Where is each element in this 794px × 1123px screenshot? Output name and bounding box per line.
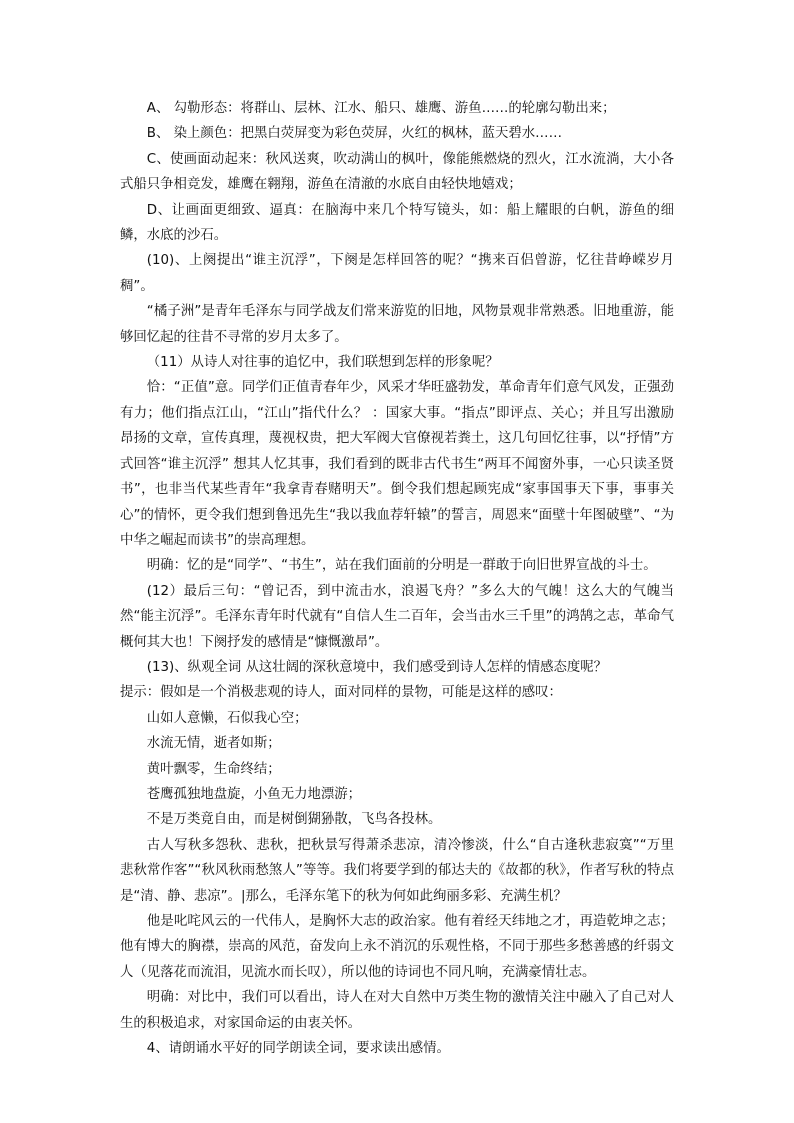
poem-line-5: 不是万类竟自由，而是树倒猢狲散，飞鸟各投林。 [146,812,442,828]
paragraph-question-12: (12）最后三句：“曾记否，到中流击水，浪遏飞舟？”多么大的气魄！这么大的气魄当然“能主沉浮”。毛泽东青年时代就有“自信人生二百年，会当击水三千里”的鸿鹄之志，革命气概何其大也！下阕抒发的感情是“慷慨激昂”。 [120,583,674,650]
paragraph-ancient-autumn: 古人写秋多怨秋、悲秋，把秋景写得萧杀悲凉，清冷惨淡，什么“自古逢秋悲寂寞”“万里悲秋常作客”“秋风秋雨愁煞人”等等。我们将要学到的郁达夫的《故都的秋》，作者写秋的特点是“清、静、悲凉”。|那么，毛泽东笔下的秋为何如此绚丽多彩、充满生机？ [120,837,674,904]
paragraph-qia-explanation: 恰：“正值”意。同学们正值青春年少，风采才华旺盛勃发，革命青年们意气风发，正强劲有力；他们指点江山，“江山”指代什么？ ：国家大事。“指点”即评点、关心；并且写出激励昂扬的文章，宣传真理，蔑视权贵，把大军阀大官僚视若粪土，这几句回忆往事，以“抒情”方式回答“谁主沉浮” 想其人忆其事，我们看到的既非古代书生“两耳不闻窗外事，一心只读圣贤书”，也非当代某些青年“我拿青春赌明天”。倒令我们想起顾宪成“家事国事天下事，事事关心”的情怀，更令我们想到鲁迅先生“我以我血荐轩辕”的誓言，周恩来“面壁十年图破壁”、“为中华之崛起而读书”的崇高理想。 [120,380,674,548]
paragraph-conclusion: 明确：对比中，我们可以看出，诗人在对大自然中万类生物的激情关注中融入了自己对人生的积极追求，对家国命运的由衷关怀。 [120,990,674,1031]
paragraph-option-d: D、让画面更细致、逼真：在脑海中来几个特写镜头，如：船上耀眼的白帆，游鱼的细鳞，水底的沙石。 [120,202,674,244]
paragraph-option-a: A、 勾勒形态：将群山、层林、江水、船只、雄鹰、游鱼……的轮廓勾勒出来； [146,101,616,116]
poem-line-4: 苍鹰孤独地盘旋，小鱼无力地漂游； [146,786,362,802]
poem-line-2: 水流无情，逝者如斯； [146,736,281,752]
paragraph-juzizhou: “橘子洲”是青年毛泽东与同学战友们常来游览的旧地，风物景观非常熟悉。旧地重游，能够回忆起的往昔不寻常的岁月太多了。 [120,304,674,345]
poem-line-1: 山如人意懒，石似我心空； [146,710,308,726]
paragraph-question-11: （11）从诗人对往事的追忆中，我们联想到怎样的形象呢？ [146,355,499,371]
paragraph-reading-task: 4、请朗诵水平好的同学朗读全词，要求读出感情。 [146,1041,450,1057]
paragraph-question-13: (13)、纵观全词 从这壮阔的深秋意境中，我们感受到诗人怎样的情感态度呢？ [146,659,608,675]
document-page [120,96,674,1061]
paragraph-answer-11: 明确：忆的是“同学”、“书生”，站在我们面前的分明是一群敢于向旧世界宣战的斗士。 [146,558,657,574]
paragraph-option-c: C、使画面动起来：秋风送爽，吹动满山的枫叶，像能熊燃烧的烈火，江水流淌，大小各式船只争相竞发，雄鹰在翱翔，游鱼在清澈的水底自由轻快地嬉戏； [120,151,674,193]
paragraph-option-b: B、 染上颜色：把黑白荧屏变为彩色荧屏，火红的枫林，蓝天碧水…… [146,126,562,142]
paragraph-hint: 提示：假如是一个消极悲观的诗人，面对同样的景物，可能是这样的感叹： [120,685,562,701]
paragraph-great-man: 他是叱咤风云的一代伟人，是胸怀大志的政治家。他有着经天纬地之才，再造乾坤之志；他有博大的胸襟，崇高的风范，奋发向上永不消沉的乐观性格，不同于那些多愁善感的纤弱文人（见落花而流泪，见流水而长叹），所以他的诗词也不同凡响，充满豪情壮志。 [120,914,674,980]
poem-line-3: 黄叶飘零，生命终结； [146,761,281,777]
paragraph-question-10: (10)、上阕提出“谁主沉浮”，下阕是怎样回答的呢？“携来百侣曾游，忆往昔峥嵘岁月稠”。 [120,253,674,294]
